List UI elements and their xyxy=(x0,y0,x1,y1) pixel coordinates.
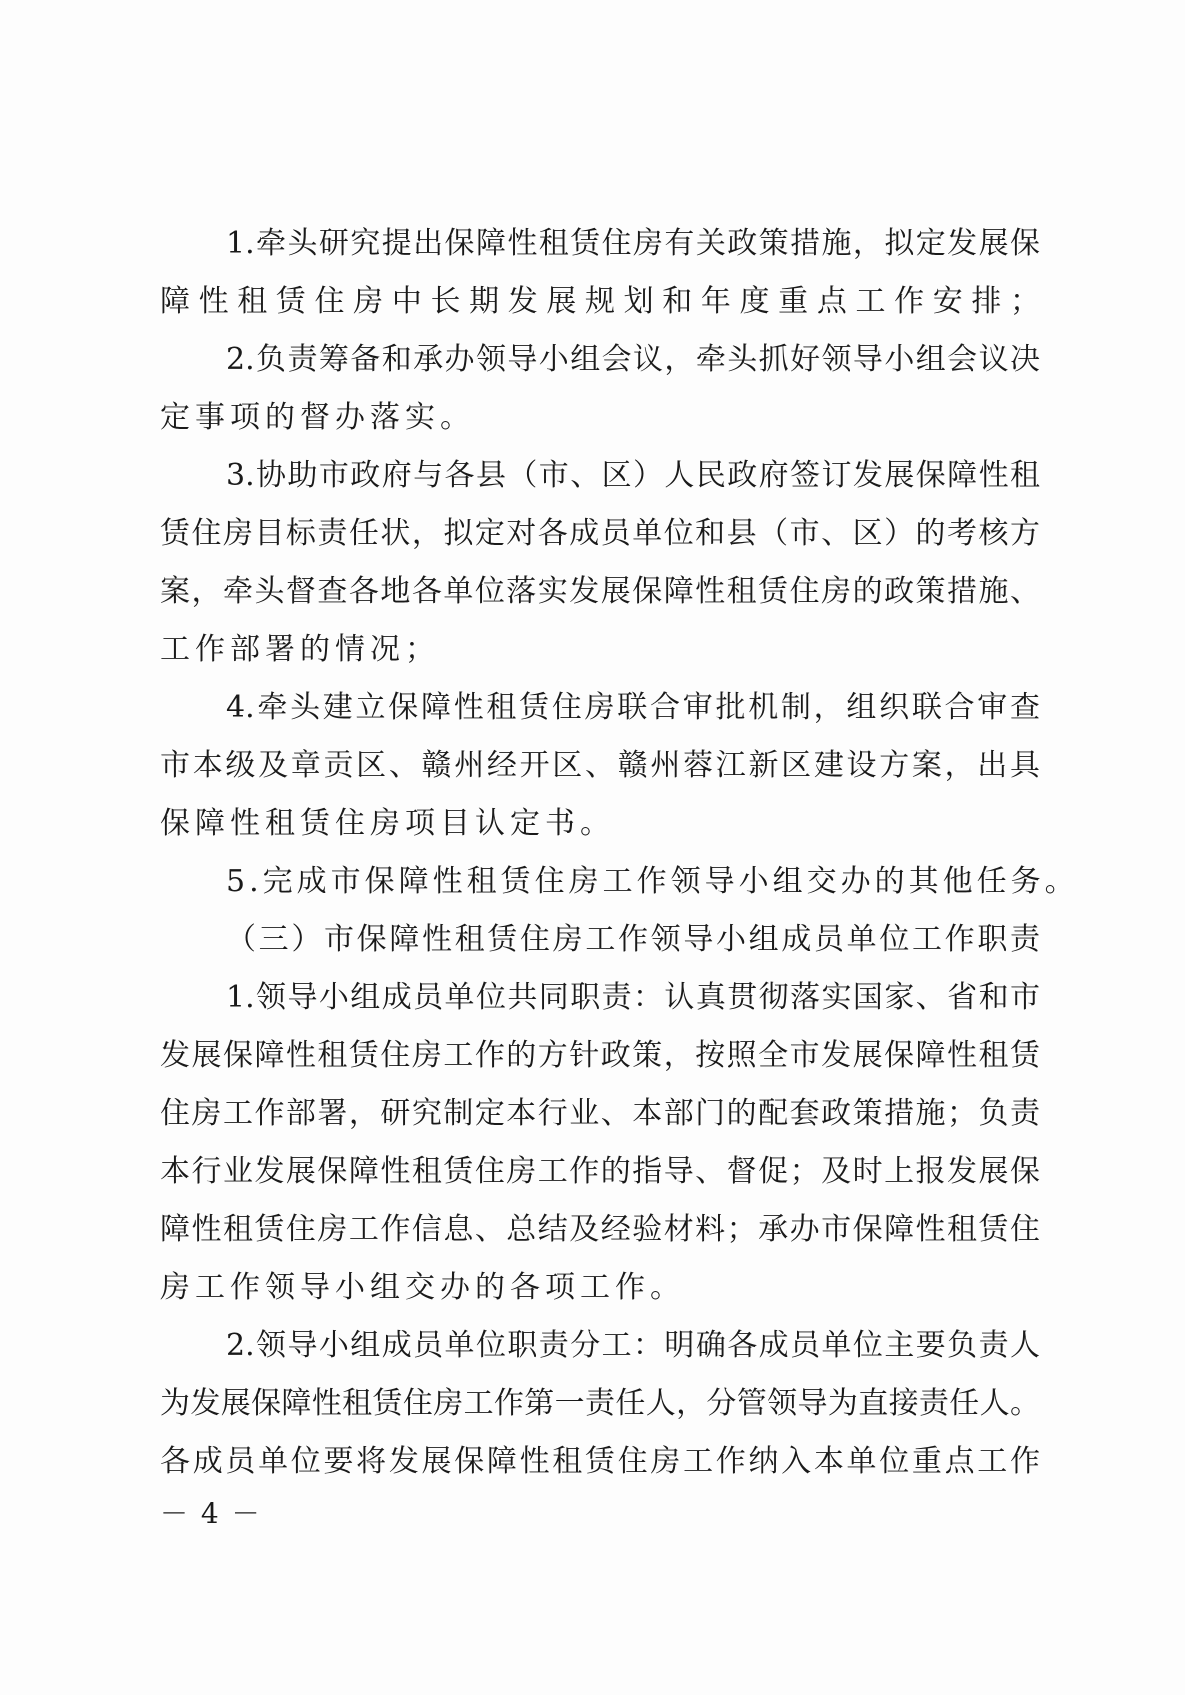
paragraph-line: 3.协助市政府与各县（市、区）人民政府签订发展保障性租 xyxy=(226,458,1040,493)
paragraph-line: 房工作领导小组交办的各项工作。 xyxy=(160,1270,685,1305)
paragraph-line: 市本级及章贡区、赣州经开区、赣州蓉江新区建设方案，出具 xyxy=(160,748,1040,783)
paragraph-line: 障性租赁住房工作信息、总结及经验材料；承办市保障性租赁住 xyxy=(160,1212,1040,1247)
paragraph-line: 住房工作部署，研究制定本行业、本部门的配套政策措施；负责 xyxy=(160,1096,1040,1131)
paragraph-line: 为发展保障性租赁住房工作第一责任人，分管领导为直接责任人。 xyxy=(160,1386,1040,1421)
paragraph-line: 5.完成市保障性租赁住房工作领导小组交办的其他任务。 xyxy=(226,864,1079,899)
paragraph-line: 障性租赁住房中长期发展规划和年度重点工作安排； xyxy=(160,284,1040,319)
paragraph-line: 1.牵头研究提出保障性租赁住房有关政策措施，拟定发展保 xyxy=(226,226,1040,261)
paragraph-line: 各成员单位要将发展保障性租赁住房工作纳入本单位重点工作 xyxy=(160,1444,1040,1479)
paragraph-line: 4.牵头建立保障性租赁住房联合审批机制，组织联合审查 xyxy=(226,690,1040,725)
paragraph-line: 2.负责筹备和承办领导小组会议，牵头抓好领导小组会议决 xyxy=(226,342,1040,377)
page-number: － 4 － xyxy=(160,1497,262,1530)
section-heading: （三）市保障性租赁住房工作领导小组成员单位工作职责 xyxy=(226,922,1040,957)
paragraph-line: 1.领导小组成员单位共同职责：认真贯彻落实国家、省和市 xyxy=(226,980,1040,1015)
paragraph-line: 发展保障性租赁住房工作的方针政策，按照全市发展保障性租赁 xyxy=(160,1038,1040,1073)
paragraph-line: 保障性租赁住房项目认定书。 xyxy=(160,806,615,841)
paragraph-line: 2.领导小组成员单位职责分工：明确各成员单位主要负责人 xyxy=(226,1328,1040,1363)
paragraph-line: 案，牵头督查各地各单位落实发展保障性租赁住房的政策措施、 xyxy=(160,574,1040,609)
paragraph-line: 工作部署的情况； xyxy=(160,632,440,667)
paragraph-line: 定事项的督办落实。 xyxy=(160,400,475,435)
paragraph-line: 本行业发展保障性租赁住房工作的指导、督促；及时上报发展保 xyxy=(160,1154,1040,1189)
paragraph-line: 赁住房目标责任状，拟定对各成员单位和县（市、区）的考核方 xyxy=(160,516,1040,551)
